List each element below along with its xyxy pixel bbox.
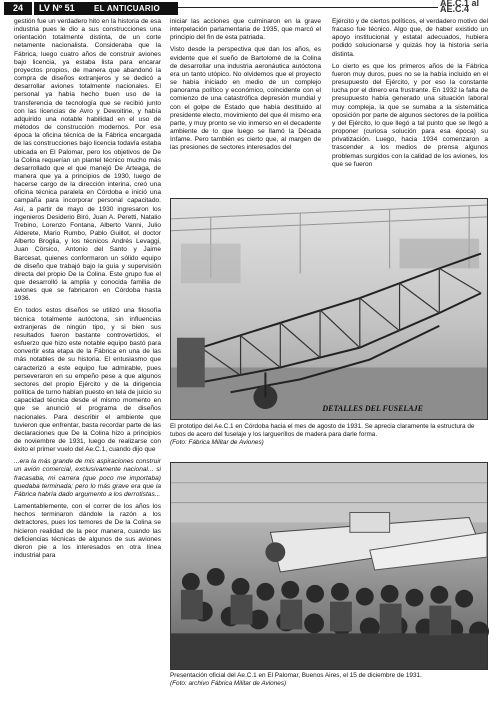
fuselage-illustration xyxy=(171,199,487,419)
figure-caption-1 xyxy=(170,423,488,446)
section-title: EL ANTICUARIO xyxy=(76,2,178,15)
block-quote: ...era la más grande de mis aspiraciones construir un avión comercial, exclusivamente nacional... si fracasaba, mi carrera (que poco me importaba) quedaba terminada; pero lo más grave era que la Fábrica habría dado argumento a los derrotistas... xyxy=(14,458,161,498)
page-header xyxy=(0,0,500,16)
caption-text: Presentación oficial del Ae.C.1 en El Palomar, Buenos Aires, el 15 de diciembre de 1931. xyxy=(170,672,422,679)
fuselage-photo xyxy=(170,198,488,420)
article-paragraph: Lo cierto es que los primeros años de la Fábrica fueron muy duros, pues no se la había incluido en el presupuesto del Ejército, y por eso la constante lucha por el dinero era frustrante. En 1932 la falta de presupuesto había generado una situación laboral muy compleja, la que se sumaba a la sistemática oposición por parte de algunos sectores de la política y del Ejército, lo que llegó a tal punto que se llegó a proponer (curiosa solución para esa época) su privatización. Luego, hacia 1934 comenzaron a trascender a los medios de prensa algunos problemas surgidos con la calidad de los aviones, los que se fueron xyxy=(332,62,488,168)
article-paragraph: Ejército y de ciertos políticos, el verdadero motivo del fracaso fue técnico. Algo que, de haber existido un apoyo institucional y estatal adecuados, hubiera podido solucionarse y quizás hoy la historia sería distinta. xyxy=(332,18,488,58)
presentation-illustration xyxy=(171,463,487,669)
photo-credit: (Foto: Fábrica Militar de Aviones) xyxy=(170,438,264,446)
article-paragraph: gestión fue un verdadero hito en la historia de esa industria pues le dio a sus construcciones una orientación totalmente distinta, de un corte netamente nacionalista. Consideraba que la Fábrica, luego cuatro años de construir aviones bajo licencia, ya estaba lista para encarar proyectos propios, de manera que abandonó la compra de diseños extranjeros y se dedicó a desarrollar aviones totalmente nacionales. El personal ya había hecho buen uso de la transferencia de tecnología que se recibió junto con las licencias de Avro y Dewoitine, y había adquirido una notable habilidad en el uso de métodos de construcción modernos. Por esa época la oficina técnica de la Fábrica encargada de las construcciones bajo licencia todavía estaba ubicada en El Palomar, pero los objetivos de De la Colina requerían un plantel técnico mucho más desarrollado que el que manejó De Arteaga, de manera que ya a principios de 1930, luego de hacerse cargo de la dirección interina, creó una oficina técnica paralela en Córdoba e inició una campaña para incorporar personal capacitado. Así, a partir de mayo de 1930 ingresaron los ingenieros Desiderio Biró, Juan A. Peretti, Natalio Trebino, Lorenzo Fontana, Alberto Vanni, Julio Alderete, Mario Rumbo, Pablo Guillot, el doctor Alberto Broglia, y los técnicos Andrés Levaggi, Juan Cörsico, Antonio del Santo y Jaime Barcesat, quienes conformaron un sólido equipo de diseño que trabajó bajo la guía y supervisión directa del propio De la Colina. Este grupo fue el que desarrolló la amplia y conocida familia de aviones que se fabricaron en Córdoba hasta 1936. xyxy=(14,18,161,303)
presentation-photo xyxy=(170,462,488,670)
running-head: AE.C.1 al AE.C.4 xyxy=(440,0,480,14)
photo-overlay-label: DETALLES DEL FUSELAJE xyxy=(322,404,423,413)
photo-credit: (Foto: archivo Fábrica Militar de Aviones) xyxy=(170,679,287,687)
page-number: 24 xyxy=(4,2,32,15)
header-rule xyxy=(178,7,438,8)
article-column-2 xyxy=(170,18,321,196)
article-paragraph: iniciar las acciones que culminaron en la grave interpelación parlamentaria de 1935, que marcó el principio del fin de esta patriada. xyxy=(170,18,321,42)
figure-caption-2 xyxy=(170,672,488,688)
article-paragraph: En todos estos diseños se utilizó una filosofía técnica totalmente autóctona, sin influencias extranjeras de ningún tipo, y si bien sus resultados fueron bastante controvertidos, el esfuerzo que hizo este notable equipo bastó para convertir esta etapa de la Fábrica en una de las más notables de su historia. El entusiasmo que caracterizó a este equipo fue admirable, pues perseveraron en su empeño pese a que algunos sectores del propio Ejército y de la dirigencia política de turno habían puesto en tela de juicio su capacidad técnica desde el mismo momento en que se anunció el programa de diseños nacionales. Para describir el ambiente que tuvieron que enfrentar, basta recordar parte de las declaraciones que De la Colina hizo a principios de noviembre de 1931, luego de realizarse con éxito el primer vuelo del Ae.C.1, cuando dijo que xyxy=(14,307,161,454)
article-column-3 xyxy=(332,18,488,196)
magazine-issue: LV Nº 51 xyxy=(34,2,80,15)
article-column-1 xyxy=(14,18,161,705)
caption-text: El prototipo del Ae.C.1 en Córdoba hacia el mes de agosto de 1931. Se aprecia claramente la estructura de tubos de acero del fuselaje y los largueríllos de madera para darle forma. xyxy=(170,423,475,438)
article-paragraph: Lamentablemente, con el correr de los años los hechos terminaron dándole la razón a los detractores, pues los temores de De la Colina se hicieron realidad de la peor manera, cuando las deficiencias técnicas de algunos de sus aviones dieron pie a los interesados en otra línea industrial para xyxy=(14,503,161,559)
article-paragraph: Visto desde la perspectiva que dan los años, es evidente que el sueño de Bartolomé de la Colina de desarrollar una industria aeronáutica autóctona era un tanto utópico. No olvidemos que el proyecto se había iniciado en medio de un complejo panorama político y económico, coincidente con el comienzo de una catastrófica depresión mundial y con el golpe de Estado que había destituido al presidente electo, movimiento del que él mismo era parte, y muy pronto se vio inmerso en el decadente ambiente de lo que luego se llamó la Década Infame. Pero también es cierto que, al margen de las presiones de sectores interesados del xyxy=(170,46,321,152)
